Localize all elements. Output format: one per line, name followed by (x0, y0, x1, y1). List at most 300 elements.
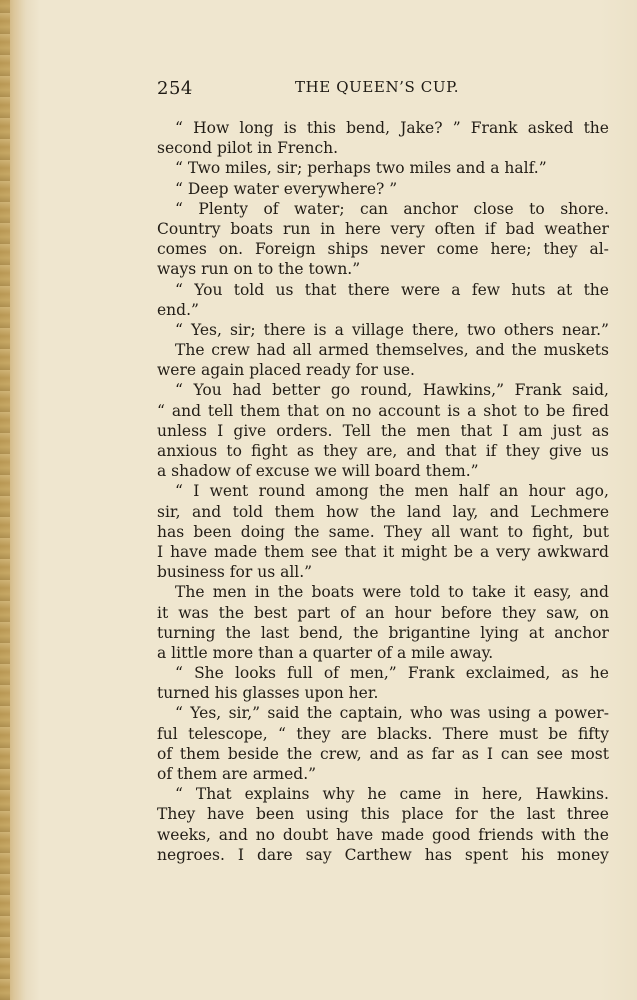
word: fight, (532, 522, 574, 541)
word: the (277, 583, 304, 602)
word: bad (505, 219, 535, 238)
word: doubt (282, 825, 329, 844)
word: dare (256, 845, 293, 864)
word: see (536, 744, 563, 763)
text-line (157, 703, 609, 723)
word: friends (478, 825, 534, 844)
word: huts (511, 280, 546, 299)
word: the (583, 825, 609, 844)
text-line (157, 825, 609, 845)
word: is (313, 320, 327, 339)
word: in (254, 583, 270, 602)
word: to (448, 583, 464, 602)
word: I (237, 845, 244, 864)
text-line (157, 199, 609, 219)
word: them (274, 502, 315, 521)
word: two (466, 320, 496, 339)
word: to (523, 401, 540, 420)
word: the (286, 744, 313, 763)
word: that (287, 401, 319, 420)
word: awkward (537, 542, 609, 561)
word: he (589, 664, 609, 683)
text-line (157, 380, 609, 400)
text-line: were again placed ready for use. (157, 361, 415, 380)
word: they (505, 442, 540, 460)
word: but (582, 522, 609, 541)
word: boats (311, 583, 355, 602)
text-line (157, 542, 609, 562)
word: has (157, 522, 185, 541)
word: brigantine (388, 623, 471, 642)
word: and (579, 583, 609, 602)
word: You (193, 381, 222, 400)
word: round (258, 482, 306, 501)
word: no (255, 825, 276, 844)
word: am (518, 421, 543, 440)
word: can (360, 199, 388, 218)
word: very (496, 542, 531, 561)
word: said (267, 704, 300, 723)
word: power- (554, 704, 609, 723)
word: full (287, 664, 313, 683)
word: half (458, 482, 489, 501)
word: for (455, 805, 478, 824)
word: all (292, 341, 312, 360)
word: with (541, 825, 576, 844)
word: Frank (514, 381, 562, 400)
word: all (431, 522, 451, 541)
word: why (322, 785, 355, 804)
word: shot (483, 401, 517, 420)
word: the (380, 421, 407, 440)
word: account (378, 401, 441, 420)
word: it (383, 542, 395, 561)
text-line: turned his glasses upon her. (157, 684, 379, 703)
word: round, (360, 381, 413, 400)
word: There (442, 724, 489, 743)
word: this (306, 119, 336, 137)
word: a (538, 704, 548, 723)
text-line: a little more than a quarter of a mile away. (157, 643, 494, 662)
word: better (272, 381, 321, 400)
word: came (399, 785, 442, 804)
word: were (400, 280, 440, 299)
word: I (157, 542, 164, 561)
word: same. (328, 522, 375, 541)
word: few (471, 280, 501, 299)
word: and (406, 442, 436, 460)
word: want (459, 522, 499, 541)
word: told (232, 502, 264, 521)
word: been (193, 522, 232, 541)
text-line (157, 219, 609, 239)
word: come (436, 240, 479, 259)
word: were (362, 583, 402, 602)
word: weeks, (157, 825, 211, 844)
word: themselves, (375, 341, 469, 360)
word: captain, (339, 704, 403, 723)
word: are, (366, 442, 398, 460)
word: Lechmere (530, 502, 609, 521)
word: the (370, 502, 396, 521)
word: How (193, 119, 230, 137)
word: be (546, 401, 566, 420)
word: using (487, 704, 531, 723)
word: and (489, 502, 519, 521)
word: a (467, 401, 477, 420)
text-line (157, 804, 609, 824)
word: are (340, 724, 367, 743)
word: anxious (157, 442, 218, 460)
word: ” (452, 119, 461, 137)
text-line (157, 280, 609, 300)
word: to (507, 522, 524, 541)
word: “ (157, 401, 165, 420)
word: comes (157, 240, 207, 259)
word: the (218, 603, 245, 622)
word: muskets (543, 341, 609, 360)
word: run (282, 219, 311, 238)
text-line (157, 582, 609, 602)
word: here, (482, 785, 523, 804)
word: village (351, 320, 404, 339)
text-line (157, 845, 609, 865)
word: went (209, 482, 249, 501)
word: in (454, 785, 470, 804)
word: Yes, (191, 320, 222, 339)
word: men,” (350, 664, 397, 683)
word: hour (528, 482, 566, 501)
text-line: a shadow of excuse we will board them.” (157, 462, 479, 481)
word: She (194, 664, 224, 683)
word: “ (278, 724, 286, 743)
word: spent (464, 845, 509, 864)
word: negroes. (157, 845, 225, 864)
word: beside (227, 744, 279, 763)
text-line (157, 401, 609, 421)
word: last (260, 623, 290, 642)
word: them (240, 401, 281, 420)
word: turning (157, 623, 216, 642)
text-line (157, 320, 609, 340)
word: might (401, 542, 447, 561)
word: the (353, 623, 379, 642)
word: to (529, 199, 545, 218)
word: of (157, 744, 173, 763)
text-line: second pilot in French. (157, 139, 339, 158)
text-line (157, 744, 609, 764)
word: has (424, 845, 452, 864)
word: a (479, 542, 490, 561)
word: take (471, 583, 506, 602)
word: ago, (575, 482, 609, 501)
word: a (334, 320, 344, 339)
word: Carthew (344, 845, 412, 864)
word: telescope, (188, 724, 268, 743)
word: on (589, 603, 609, 622)
word: asked (527, 119, 574, 137)
word: orders. (276, 421, 333, 440)
word: sir; (230, 320, 256, 339)
word: “ (175, 320, 183, 339)
word: fifty (577, 724, 609, 743)
word: ful (157, 724, 178, 743)
word: as (406, 744, 424, 763)
word: lay, (452, 502, 479, 521)
page-number: 254 (157, 78, 193, 99)
word: anchor (403, 199, 459, 218)
word: made (381, 825, 425, 844)
word: the (583, 280, 609, 299)
word: he (367, 785, 387, 804)
word: “ (175, 704, 183, 723)
word: bend, (299, 623, 344, 642)
text-line (157, 522, 609, 542)
text-line: “ Deep water everywhere? ” (175, 179, 398, 198)
word: as (561, 664, 579, 683)
word: Hawkins. (535, 785, 609, 804)
word: had (256, 341, 286, 360)
text-line (157, 623, 609, 643)
word: lying (480, 623, 519, 642)
word: Jake? (400, 119, 443, 137)
word: very (390, 219, 425, 238)
word: bend, (346, 119, 391, 137)
page-header (157, 78, 609, 102)
word: was (450, 704, 481, 723)
text-line (157, 724, 609, 744)
word: and (171, 401, 201, 420)
word: and (192, 502, 222, 521)
word: sir, (157, 502, 181, 521)
word: of (263, 199, 279, 218)
word: had (232, 381, 262, 400)
word: exclaimed, (465, 664, 551, 683)
word: long (239, 119, 274, 137)
word: most (570, 744, 609, 763)
word: on (325, 401, 346, 420)
word: good (431, 825, 471, 844)
word: looks (234, 664, 276, 683)
word: money (556, 845, 609, 864)
word: an (498, 482, 519, 501)
text-line (157, 239, 609, 259)
word: the (489, 805, 515, 824)
word: told (409, 583, 440, 602)
text-line: ways run on to the town.” (157, 260, 361, 279)
text-line (157, 663, 609, 683)
word: I (217, 421, 224, 440)
word: is (283, 119, 297, 137)
word: al- (589, 240, 609, 259)
word: The (175, 341, 205, 360)
word: see (311, 542, 338, 561)
word: no (351, 401, 372, 420)
word: and (475, 341, 505, 360)
text-line: of them are armed.” (157, 765, 317, 783)
word: the (511, 341, 537, 360)
word: saw, (546, 603, 580, 622)
word: who (410, 704, 443, 723)
word: the (583, 119, 609, 137)
word: I (193, 482, 200, 501)
word: ships (327, 240, 369, 259)
word: be (548, 724, 568, 743)
word: they (323, 442, 358, 460)
word: have (207, 805, 245, 824)
word: fight (251, 442, 288, 460)
word: blacks. (377, 724, 433, 743)
word: at (528, 623, 545, 642)
word: there, (411, 320, 459, 339)
word: a (451, 280, 461, 299)
word: among (315, 482, 369, 501)
word: his (521, 845, 545, 864)
word: never (380, 240, 425, 259)
word: hour (394, 603, 432, 622)
word: tell (207, 401, 234, 420)
text-line (157, 340, 609, 360)
text-line: “ Two miles, sir; perhaps two miles and a half.” (175, 159, 547, 178)
word: “ (175, 119, 183, 137)
word: crew (211, 341, 250, 360)
text-line (157, 481, 609, 501)
word: give (548, 442, 582, 460)
word: I (502, 421, 509, 440)
word: before (441, 603, 492, 622)
word: You (194, 280, 223, 299)
word: place (401, 805, 444, 824)
word: just (552, 421, 582, 440)
word: been (255, 805, 295, 824)
word: “ (175, 482, 183, 501)
word: Foreign (254, 240, 316, 259)
word: and (369, 744, 399, 763)
word: water; (294, 199, 345, 218)
word: “ (175, 381, 183, 400)
word: here (345, 219, 381, 238)
word: the (378, 482, 405, 501)
word: this (360, 805, 390, 824)
body-text (157, 118, 609, 865)
word: that (304, 280, 337, 299)
word: unless (157, 421, 208, 440)
word: The (175, 583, 205, 602)
word: an (365, 603, 385, 622)
word: Hawkins,” (422, 381, 504, 400)
word: how (326, 502, 359, 521)
running-head: THE QUEEN’S CUP. (295, 78, 460, 96)
word: shore. (560, 199, 609, 218)
word: I (486, 744, 493, 763)
word: they (543, 240, 578, 259)
word: that (460, 421, 493, 440)
word: often (434, 219, 476, 238)
word: Plenty (198, 199, 248, 218)
text-line (157, 603, 609, 623)
word: have (336, 825, 374, 844)
text-line (157, 502, 609, 522)
word: land (406, 502, 442, 521)
text-line (157, 441, 609, 461)
text-line (157, 421, 609, 441)
word: “ (175, 664, 183, 683)
word: us (590, 442, 609, 460)
word: best (254, 603, 288, 622)
word: if (485, 442, 497, 460)
word: close (473, 199, 514, 218)
word: of (340, 603, 356, 622)
word: have (170, 542, 208, 561)
word: Tell (342, 421, 371, 440)
word: can (500, 744, 529, 763)
word: sir,” (228, 704, 261, 723)
word: they (296, 724, 331, 743)
word: Country (157, 219, 221, 238)
word: “ (175, 785, 183, 804)
word: was (178, 603, 209, 622)
word: armed (318, 341, 369, 360)
word: “ (175, 280, 183, 299)
word: as (591, 421, 609, 440)
text-line (157, 784, 609, 804)
word: “ (175, 199, 183, 218)
book-spine-edge (0, 0, 10, 1000)
word: They (157, 805, 196, 824)
word: here; (490, 240, 532, 259)
word: the (294, 522, 320, 541)
word: them (179, 744, 221, 763)
word: made (214, 542, 258, 561)
word: men (416, 421, 451, 440)
word: using (306, 805, 349, 824)
word: near.” (562, 320, 609, 339)
word: as (461, 744, 479, 763)
word: weather (544, 219, 609, 238)
word: us (275, 280, 294, 299)
word: boats (230, 219, 274, 238)
word: to (226, 442, 242, 460)
word: easy, (533, 583, 572, 602)
word: anchor (554, 623, 609, 642)
word: it (157, 603, 169, 622)
word: in (320, 219, 336, 238)
word: doing (240, 522, 285, 541)
word: the (306, 704, 333, 723)
word: of (323, 664, 339, 683)
text-line: end.” (157, 300, 199, 319)
word: told (233, 280, 265, 299)
word: That (195, 785, 232, 804)
word: Frank (407, 664, 455, 683)
word: fired (572, 401, 609, 420)
word: as (296, 442, 315, 460)
word: there (347, 280, 390, 299)
word: they (501, 603, 537, 622)
word: give (233, 421, 267, 440)
word: Frank (470, 119, 518, 137)
word: that (344, 542, 377, 561)
word: the (225, 623, 251, 642)
word: men (414, 482, 449, 501)
word: is (447, 401, 461, 420)
text-line (157, 118, 609, 138)
word: be (453, 542, 474, 561)
word: that (444, 442, 477, 460)
word: Yes, (190, 704, 222, 723)
word: say (305, 845, 332, 864)
word: part (297, 603, 331, 622)
